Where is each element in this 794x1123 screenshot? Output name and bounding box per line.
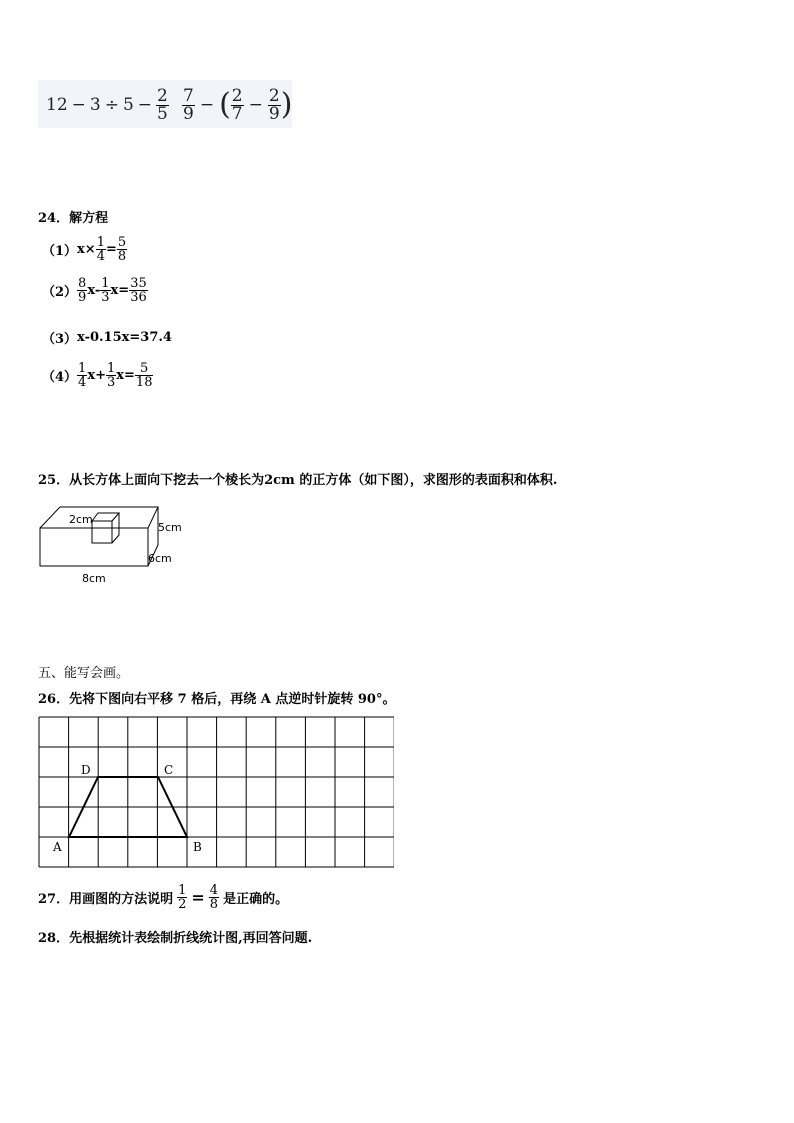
- point-a-label: A: [53, 840, 62, 854]
- q27-text: [38, 884, 288, 911]
- right-paren: ): [280, 87, 293, 122]
- numerator: 2: [157, 85, 168, 106]
- numerator: 8: [78, 276, 87, 291]
- fraction: [77, 277, 87, 304]
- section-5-title: 五、能写会画。: [38, 666, 130, 681]
- fraction: [156, 85, 169, 124]
- length-label: 8cm: [82, 572, 106, 585]
- number: 5: [122, 95, 134, 115]
- q27-prefix: 27．用画图的方法说明: [38, 892, 174, 907]
- numerator: 1: [96, 235, 105, 250]
- numerator: 5: [140, 361, 149, 376]
- numerator: 35: [130, 276, 147, 291]
- denominator: 7: [231, 103, 243, 124]
- equation-text: x=: [110, 283, 130, 298]
- denominator: 9: [78, 290, 87, 305]
- fraction: [135, 362, 154, 389]
- q27-suffix: 是正确的。: [223, 892, 289, 907]
- denominator: 3: [101, 290, 110, 305]
- item-label: （1）: [42, 244, 78, 259]
- point-c-label: C: [164, 763, 174, 777]
- grid-figure: [38, 716, 394, 870]
- denominator: 4: [78, 375, 87, 390]
- q24-item-4: [42, 362, 153, 389]
- fraction: [268, 85, 281, 124]
- numerator: 1: [178, 883, 187, 898]
- item-label: （2）: [42, 285, 78, 300]
- fraction: [77, 362, 87, 389]
- fraction: [96, 236, 106, 263]
- operator: −: [137, 95, 153, 115]
- denominator: 2: [178, 897, 187, 912]
- q24-item-3: [42, 328, 172, 347]
- depth-label: 6cm: [148, 552, 172, 565]
- denominator: 18: [135, 375, 153, 390]
- number: 3: [89, 95, 101, 115]
- cube-hidden-edges: [92, 521, 112, 543]
- numerator: 7: [183, 85, 194, 106]
- expression-1: [46, 85, 169, 124]
- grid-lines: [39, 717, 394, 867]
- equation-text: x=: [116, 368, 135, 383]
- denominator: 5: [157, 103, 168, 124]
- cuboid-top-face: [40, 507, 158, 528]
- denominator: 8: [117, 249, 127, 264]
- expression-strip: [38, 80, 292, 128]
- height-label: 5cm: [158, 521, 182, 534]
- fraction: [106, 362, 116, 389]
- left-paren: (: [219, 87, 231, 122]
- equation-text: =: [105, 242, 117, 257]
- equation-text: x-: [87, 283, 101, 298]
- fraction: [182, 85, 195, 124]
- q24-item-1: [42, 236, 127, 263]
- operator: −: [199, 95, 215, 115]
- denominator: 3: [106, 375, 116, 390]
- q24-title: 24．解方程: [38, 211, 109, 226]
- denominator: 36: [130, 290, 147, 305]
- fraction: [209, 884, 219, 911]
- cube-hole-front: [92, 521, 112, 543]
- item-label: （3）: [42, 332, 78, 347]
- q25-title: 25．从长方体上面向下挖去一个棱长为2cm 的正方体（如下图），求图形的表面积和体积.: [38, 473, 558, 488]
- cube-edge-label: 2cm: [69, 513, 93, 526]
- fraction: [100, 277, 110, 304]
- fraction: [177, 884, 187, 911]
- numerator: 5: [117, 235, 127, 250]
- fraction: [231, 85, 244, 124]
- operator: −: [71, 95, 86, 115]
- equation-text: x+: [87, 368, 106, 383]
- cuboid-front-face: [40, 528, 148, 566]
- point-b-label: B: [193, 840, 202, 854]
- denominator: 8: [209, 897, 219, 912]
- q28-title: 28．先根据统计表绘制折线统计图,再回答问题.: [38, 931, 313, 946]
- numerator: 1: [101, 276, 110, 291]
- numerator: 2: [268, 85, 280, 106]
- equation-text: x×: [77, 242, 96, 257]
- numerator: 1: [106, 361, 116, 376]
- denominator: 9: [268, 103, 280, 124]
- q26-title: 26．先将下图向右平移 7 格后，再绕 A 点逆时针旋转 90°。: [38, 692, 396, 707]
- operator: −: [248, 95, 263, 115]
- numerator: 4: [209, 883, 219, 898]
- expression-2: [182, 85, 293, 124]
- equation-text: x-0.15x=37.4: [77, 330, 172, 345]
- numerator: 2: [231, 85, 243, 106]
- point-d-label: D: [81, 763, 91, 777]
- denominator: 4: [96, 249, 105, 264]
- fraction: [129, 277, 148, 304]
- item-label: （4）: [42, 370, 78, 385]
- q24-item-2: [42, 277, 148, 304]
- equals-sign: =: [191, 888, 205, 907]
- number: 12: [46, 95, 68, 115]
- fraction: [117, 236, 127, 263]
- cube-hole-top: [92, 513, 119, 521]
- numerator: 1: [78, 361, 87, 376]
- cuboid-figure: [30, 500, 230, 590]
- operator: ÷: [104, 95, 119, 115]
- denominator: 9: [183, 103, 194, 124]
